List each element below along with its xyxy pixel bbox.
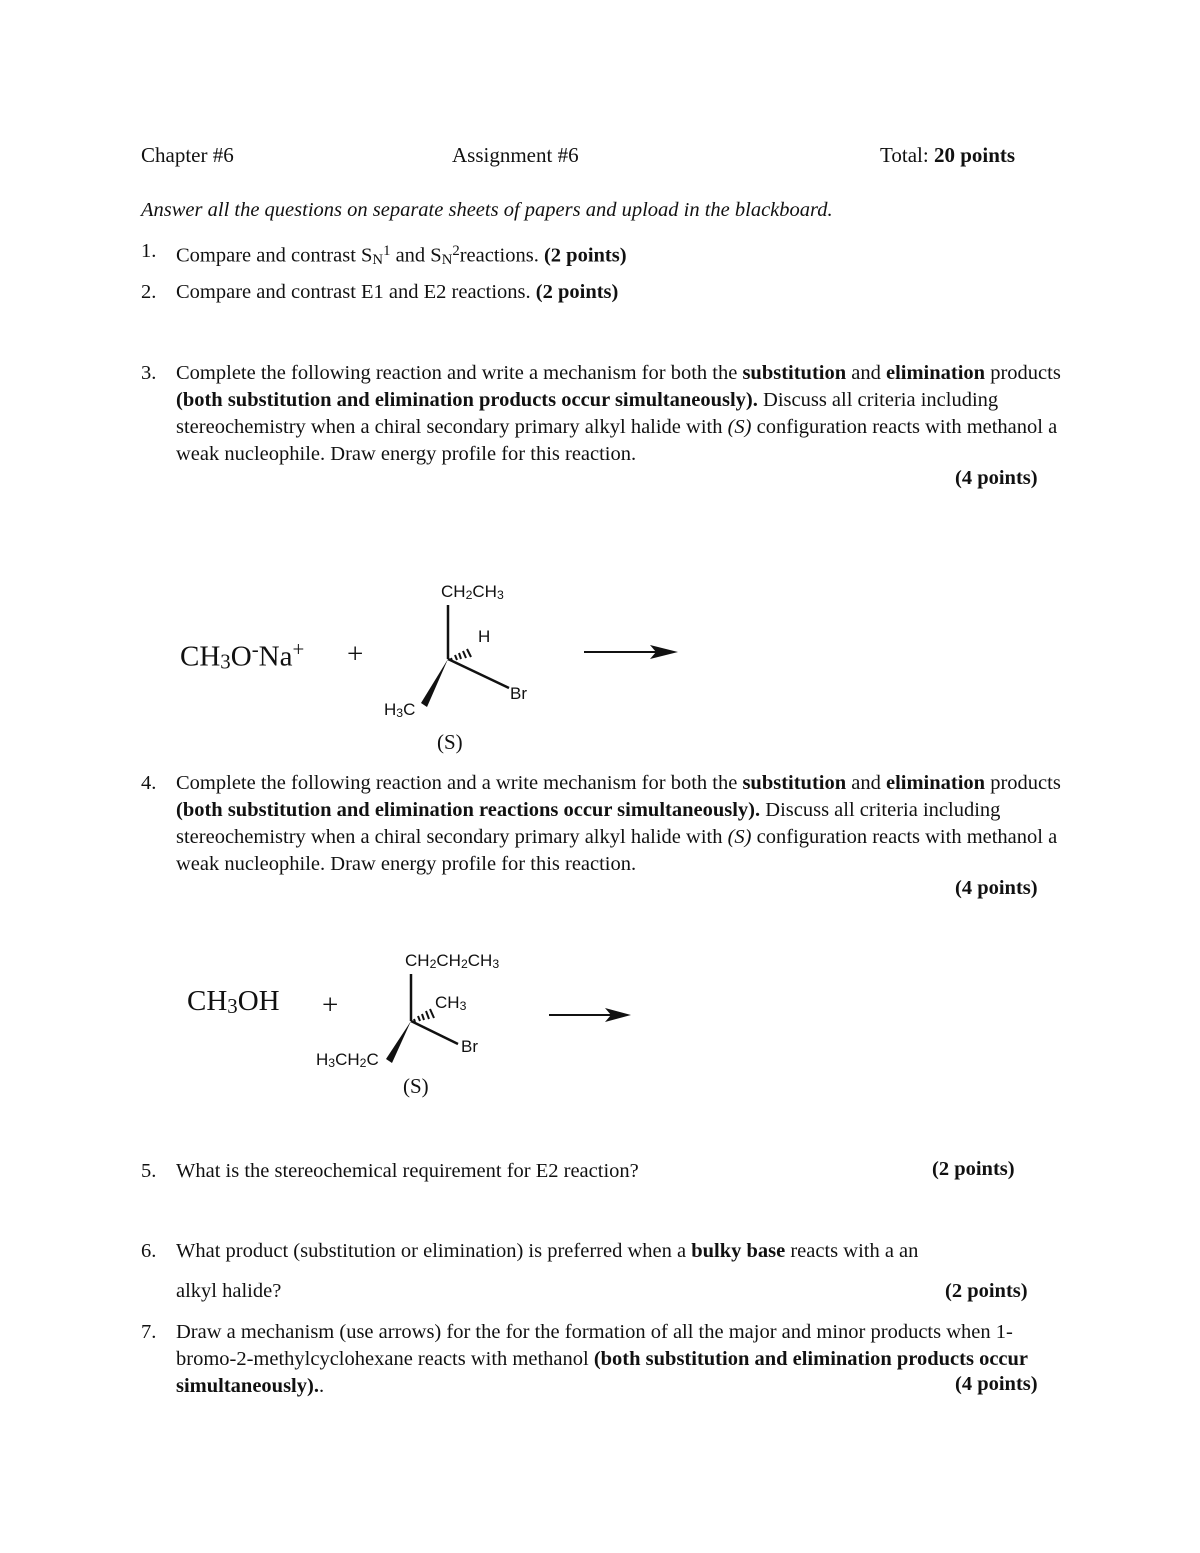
question-text: Compare and contrast $SN^1$ and $SN^2reactions$. (2 points): [176, 243, 627, 268]
reaction-2-br: Br: [461, 1037, 478, 1056]
reaction-2-reagent: CH3OH: [187, 985, 280, 1019]
question-text: What is the stereochemical requirement for E2 reaction?: [176, 1160, 639, 1182]
bond-br: [448, 659, 509, 688]
question-6-line-2: alkyl halide?: [176, 1280, 282, 1302]
reaction-1-plus: +: [347, 638, 364, 670]
question-number: 2.: [141, 281, 157, 303]
question-text: Complete the following reaction and write a mechanism for both the substitution and elimination products (both substitution and elimination products occur simultaneously). Discuss all criteria including stereochemistry when a chiral secondary primary alkyl halide with (S) configuration reacts with methanol a weak nucleophile. Draw energy profile for this reaction.: [176, 362, 1061, 465]
reaction-1-arrow: [580, 640, 690, 664]
question-text: Compare and contrast E1 and E2 reactions. (2 points): [176, 281, 619, 303]
question-text: Draw a mechanism (use arrows) for the for the formation of all the major and minor products when 1-bromo-2-methylcyclohexane reacts with methanol (both substitution and elimination products occur simultaneously)..: [176, 1321, 1028, 1397]
assignment-label: Assignment #6: [452, 143, 579, 167]
total-points: [880, 143, 1015, 168]
question-points: (2 points): [535, 281, 619, 303]
reaction-1-h: H: [478, 627, 491, 646]
reaction-1-molecule: [380, 575, 580, 755]
question-number: 4.: [141, 772, 157, 794]
reaction-1-br: Br: [510, 684, 527, 703]
question-3-points: (4 points): [955, 467, 1038, 489]
reaction-2-arrow: [545, 1003, 645, 1027]
reaction-1-left-group: H3C: [384, 700, 416, 720]
chapter-label: Chapter #6: [141, 143, 234, 167]
total-label: Total:: [880, 143, 929, 167]
question-number: 1.: [141, 240, 157, 262]
question-4-points: (4 points): [955, 877, 1038, 899]
reaction-1-top-group: CH2CH3: [441, 582, 504, 602]
question-6-points: (2 points): [945, 1280, 1028, 1302]
reaction-1-reagent: CH3O-Na+: [180, 637, 305, 674]
reaction-2-config: (S): [403, 1074, 429, 1098]
reaction-2-molecule: [340, 960, 540, 1100]
question-points: (2 points): [543, 244, 627, 267]
question-number: 3.: [141, 362, 157, 384]
instructions: Answer all the questions on separate sheets of papers and upload in the blackboard.: [141, 199, 833, 221]
reaction-2-plus: +: [322, 989, 339, 1021]
hash-bond: [414, 1009, 434, 1022]
bond-br: [411, 1021, 458, 1044]
question-text: What product (substitution or elimination) is preferred when a bulky base reacts with a an: [176, 1240, 919, 1262]
question-5-points: (2 points): [932, 1158, 1015, 1180]
question-number: 5.: [141, 1160, 157, 1182]
question-7-points: (4 points): [955, 1373, 1038, 1395]
reaction-2-top-group: CH2CH2CH3: [405, 951, 500, 971]
wedge-bond: [386, 1021, 411, 1063]
reaction-1-config: (S): [437, 730, 463, 754]
question-number: 7.: [141, 1321, 157, 1343]
reaction-2-methyl: CH3: [435, 993, 467, 1013]
reaction-2-left-group: H3CH2C: [316, 1050, 379, 1070]
question-text: Complete the following reaction and a write mechanism for both the substitution and elimination products (both substitution and elimination reactions occur simultaneously). Discuss all criteria including stereochemistry when a chiral secondary primary alkyl halide with (S) configuration reacts with methanol a weak nucleophile. Draw energy profile for this reaction.: [176, 772, 1061, 875]
wedge-bond: [421, 659, 448, 707]
hash-bond: [451, 649, 471, 661]
question-number: 6.: [141, 1240, 157, 1262]
total-value: 20 points: [933, 143, 1016, 167]
